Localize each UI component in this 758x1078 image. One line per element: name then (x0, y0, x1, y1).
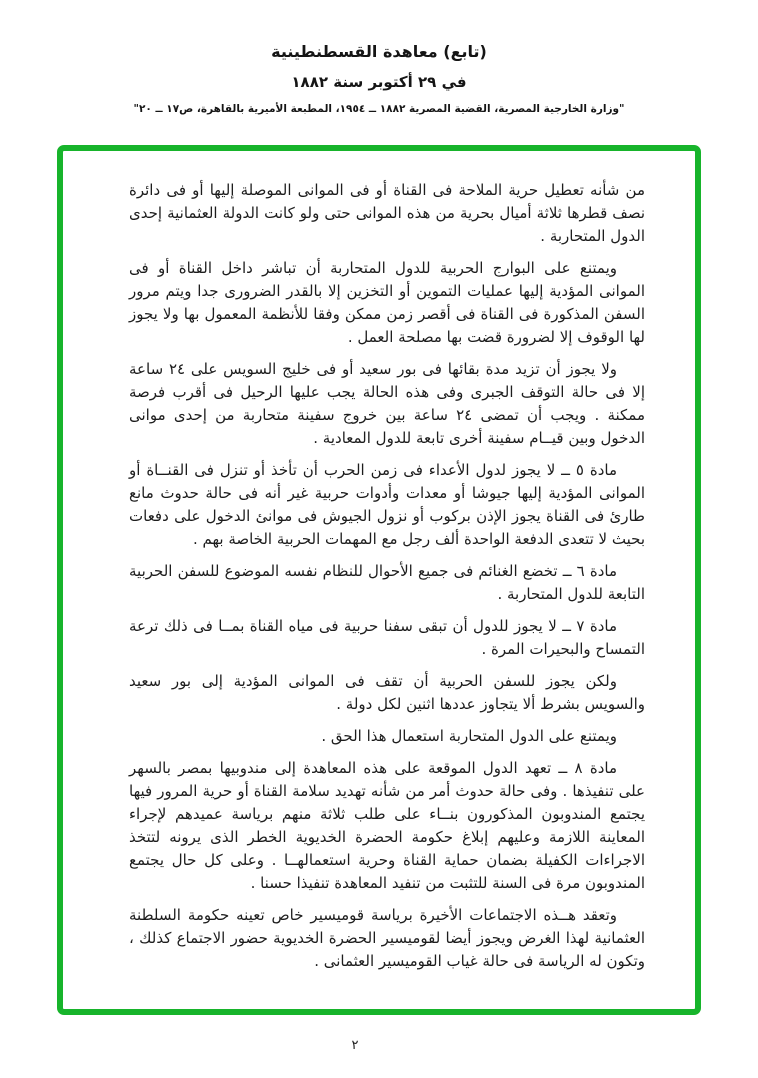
doc-source-citation: "وزارة الخارجية المصرية، القضية المصرية ١٨٨٢ ــ ١٩٥٤، المطبعة الأميرية بالقاهرة، ص١٧ ــ ٢٠" (133, 103, 625, 115)
green-highlight-box (57, 145, 701, 1015)
paragraph: وتعقد هــذه الاجتماعات الأخيرة برياسة قوميسير خاص تعينه حكومة السلطنة العثمانية لهذا الغرض ويجوز أيضا لقوميسير الحضرة الخديوية حضور الاجتماع كذلك ، وتكون له الرياسة فى حالة غياب القوميسير العثمانى . (129, 906, 645, 970)
paragraph-article-5: مادة ٥ ــ لا يجوز لدول الأعداء فى زمن الحرب أن تأخذ أو تنزل فى القنــاة أو الموانى المؤدية إليها جيوشا أو معدات وأدوات حربية غير أنه فى حالة حدوث مانع طارئ فى القناة يجوز الإذن بركوب أو نزول الجيوش فى موانئ الدخول على دفعات بحيث لا تتعدى الدفعة الواحدة ألف رجل مع المهمات الحربية الخاصة بهم . (129, 461, 645, 548)
paragraph-continuation: من شأنه تعطيل حرية الملاحة فى القناة أو فى الموانى الموصلة إليها أو فى دائرة نصف قطرها ثلاثة أميال بحرية من هذه الموانى حتى ولو كانت الدولة العثمانية إحدى الدول المتحاربة . (129, 181, 645, 245)
paragraph: ويمتنع على الدول المتحاربة استعمال هذا الحق . (321, 727, 617, 745)
doc-header (0, 42, 758, 115)
paragraph-article-7: مادة ٧ ــ لا يجوز للدول أن تبقى سفنا حربية فى مياه القناة بمــا فى ذلك ترعة التمساح والبحيرات المرة . (129, 617, 645, 658)
paragraph: ولكن يجوز للسفن الحربية أن تقف فى الموانى المؤدية إلى بور سعيد والسويس بشرط ألا يتجاوز عددها اثنين لكل دولة . (129, 672, 645, 713)
paragraph-article-8: مادة ٨ ــ تعهد الدول الموقعة على هذه المعاهدة إلى مندوبيها بمصر بالسهر على تنفيذها . وفى حالة حدوث أمر من شأنه تهديد سلامة القناة أو حرية المرور فيها يجتمع المندوبون المذكورون بنــاء على طلب ثلاثة منهم برياسة عميدهم لإجراء المعاينة اللازمة وعليهم إبلاغ حكومة الحضرة الخديوية الخطر الذى يرونه لتتخذ الاجراءات الكفيلة بضمان حماية القناة وحرية استعمالهــا . وعلى كل حال يجتمع المندوبون مرة فى السنة للتثبت من تنفيد المعاهدة تنفيذا حسنا . (129, 759, 645, 892)
page-number: ٢ (351, 1038, 359, 1053)
paragraph-article-6: مادة ٦ ــ تخضع الغنائم فى جميع الأحوال للنظام نفسه الموضوع للسفن الحربية التابعة للدول المتحاربة . (129, 562, 645, 603)
paragraph: ويمتنع على البوارج الحربية للدول المتحاربة أن تباشر داخل القناة أو فى الموانى المؤدية إليها عمليات التموين أو التخزين إلا بالقدر الضرورى جدا ويتم مرور السفن المذكورة فى القناة فى أقصر زمن ممكن وفقا للأنظمة المعمول بها ولا يجوز لها الوقوف إلا لضرورة قضت بها مصلحة العمل . (129, 259, 645, 346)
treaty-text-block (129, 179, 645, 982)
doc-date-line: في ٢٩ أكتوبر سنة ١٨٨٢ (291, 73, 467, 91)
paragraph: ولا يجوز أن تزيد مدة بقائها فى بور سعيد أو فى خليج السويس على ٢٤ ساعة إلا فى حالة التوقف الجبرى وفى هذه الحالة يجب عليها الرحيل فى أقرب فرصة ممكنة . ويجب أن تمضى ٢٤ ساعة بين خروج سفينة متحاربة من إحدى موانى الدخول وبين قيــام سفينة أخرى تابعة للدول المعادية . (129, 360, 646, 447)
doc-title: (تابع) معاهدة القسطنطينية (271, 42, 487, 61)
